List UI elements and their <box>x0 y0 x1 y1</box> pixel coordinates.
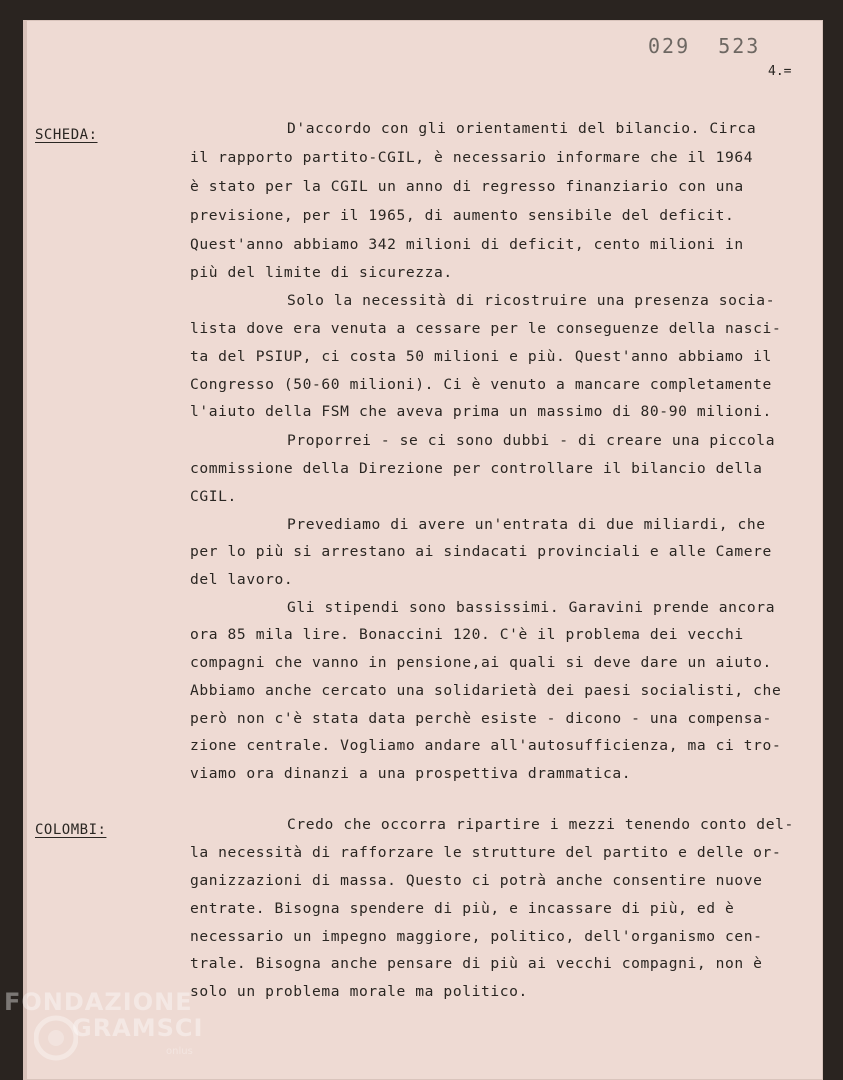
watermark-line3: onlus <box>166 1046 193 1057</box>
watermark-line2: GRAMSCI <box>72 1014 204 1042</box>
text-line: del lavoro. <box>190 571 294 588</box>
text-line: più del limite di sicurezza. <box>190 264 453 281</box>
fondazione-gramsci-watermark <box>4 988 224 1078</box>
speaker-scheda: SCHEDA: <box>35 127 98 143</box>
text-line: Quest'anno abbiamo 342 milioni di deficit, cento milioni in <box>190 236 744 253</box>
text-line: è stato per la CGIL un anno di regresso finanziario con una <box>190 178 744 195</box>
text-line: necessario un impegno maggiore, politico, dell'organismo cen- <box>190 928 763 945</box>
text-line: la necessità di rafforzare le strutture del partito e delle or- <box>190 844 782 861</box>
text-line: solo un problema morale ma politico. <box>190 983 528 1000</box>
text-line: Abbiamo anche cercato una solidarietà dei paesi socialisti, che <box>190 682 782 699</box>
text-line: Gli stipendi sono bassissimi. Garavini prende ancora <box>287 599 776 616</box>
page-edge <box>23 20 27 1080</box>
text-line: Solo la necessità di ricostruire una presenza socia- <box>287 292 776 309</box>
text-line: commissione della Direzione per controllare il bilancio della <box>190 460 763 477</box>
archive-number: 029 523 <box>648 34 761 58</box>
text-line: viamo ora dinanzi a una prospettiva drammatica. <box>190 765 632 782</box>
text-line: ora 85 mila lire. Bonaccini 120. C'è il problema dei vecchi <box>190 626 744 643</box>
watermark-line1: FONDAZIONE <box>4 988 193 1016</box>
text-line: previsione, per il 1965, di aumento sensibile del deficit. <box>190 207 735 224</box>
text-line: però non c'è stata data perchè esiste - dicono - una compensa- <box>190 710 772 727</box>
text-line: per lo più si arrestano ai sindacati provinciali e alle Camere <box>190 543 772 560</box>
text-line: Prevediamo di avere un'entrata di due miliardi, che <box>287 516 766 533</box>
text-line: entrate. Bisogna spendere di più, e incassare di più, ed è <box>190 900 735 917</box>
text-line: Proporrei - se ci sono dubbi - di creare una piccola <box>287 432 776 449</box>
text-line: CGIL. <box>190 488 237 505</box>
speaker-colombi: COLOMBI: <box>35 822 107 838</box>
page-number: 4.= <box>768 64 792 79</box>
text-line: compagni che vanno in pensione,ai quali si deve dare un aiuto. <box>190 654 772 671</box>
text-line: l'aiuto della FSM che aveva prima un massimo di 80-90 milioni. <box>190 403 772 420</box>
text-line: zione centrale. Vogliamo andare all'autosufficienza, ma ci tro- <box>190 737 782 754</box>
text-line: ganizzazioni di massa. Questo ci potrà anche consentire nuove <box>190 872 763 889</box>
text-line: il rapporto partito-CGIL, è necessario informare che il 1964 <box>190 149 754 166</box>
text-line: D'accordo con gli orientamenti del bilancio. Circa <box>287 120 757 137</box>
text-line: ta del PSIUP, ci costa 50 milioni e più. Quest'anno abbiamo il <box>190 348 772 365</box>
text-line: trale. Bisogna anche pensare di più ai vecchi compagni, non è <box>190 955 763 972</box>
text-line: Credo che occorra ripartire i mezzi tenendo conto del- <box>287 816 794 833</box>
text-line: lista dove era venuta a cessare per le conseguenze della nasci- <box>190 320 782 337</box>
text-line: Congresso (50-60 milioni). Ci è venuto a mancare completamente <box>190 376 772 393</box>
